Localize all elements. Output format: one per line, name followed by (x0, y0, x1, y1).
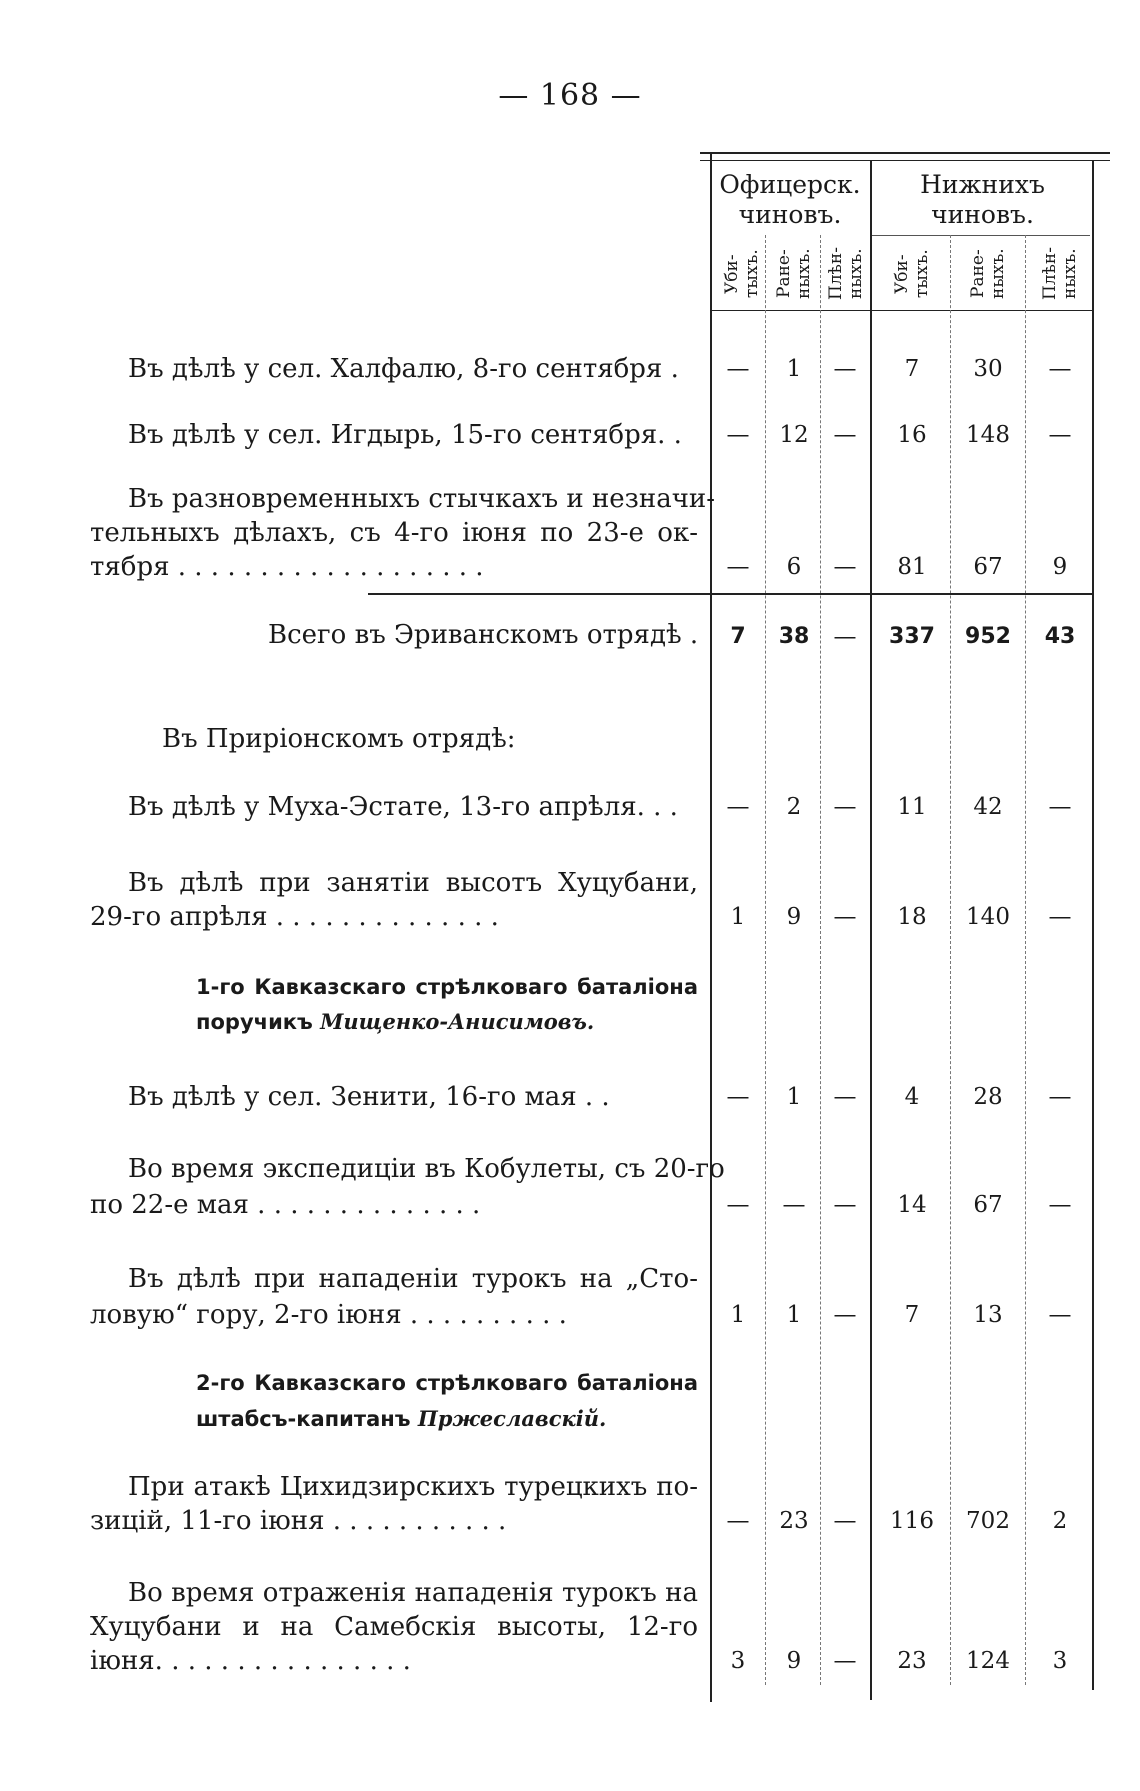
cell-value: 2 (786, 794, 802, 820)
cell-value: 1 (786, 1302, 802, 1328)
cell-value: 140 (966, 904, 1010, 930)
row-label: Въ дѣлѣ у Муха-Эстате, 13-го апрѣля. . . (128, 792, 678, 822)
row-label-line: Во время отраженія нападенія турокъ на (128, 1578, 698, 1608)
table-right-border (1092, 160, 1094, 1690)
row-label-line: Въ разновременныхъ стычкахъ и незначи- (128, 484, 715, 514)
cell-value: — (833, 554, 857, 580)
cell-value: — (1048, 356, 1072, 382)
row-label-line: іюня. . . . . . . . . . . . . . . . (90, 1646, 411, 1676)
cell-value: 2 (1052, 1508, 1068, 1534)
cell-value: — (726, 554, 750, 580)
cell-value: — (726, 1192, 750, 1218)
cell-value: — (1048, 1084, 1072, 1110)
subtotal-rule (368, 593, 1093, 595)
cell-value: — (833, 794, 857, 820)
cell-value: 18 (897, 904, 927, 930)
lower-ranks-header: Нижнихъ чиновъ. (920, 170, 1045, 229)
cell-value: 67 (973, 1192, 1003, 1218)
cell-value: 30 (973, 356, 1003, 382)
cell-value: — (833, 1192, 857, 1218)
cell-value: 7 (904, 1302, 920, 1328)
cell-value: — (1048, 1302, 1072, 1328)
total-value: 43 (1044, 624, 1076, 649)
officers-header: Офицерск. чиновъ. (719, 170, 861, 229)
row-label: Въ дѣлѣ у сел. Халфалю, 8-го сентября . (128, 354, 679, 384)
cell-value: 13 (973, 1302, 1003, 1328)
cell-value: — (833, 422, 857, 448)
sub-killed-officers: Уби-тыхъ. (722, 249, 762, 299)
row-label-line: Въ дѣлѣ при нападеніи турокъ на „Сто- (128, 1264, 698, 1294)
cell-value: — (833, 356, 857, 382)
row-label: Въ дѣлѣ у сел. Зенити, 16-го мая . . (128, 1082, 610, 1112)
section-heading: Въ Приріонскомъ отрядѣ: (162, 724, 516, 754)
cell-value: 81 (897, 554, 927, 580)
cell-value: 42 (973, 794, 1003, 820)
cell-value: — (833, 1648, 857, 1674)
row-label-line: Хуцубани и на Самебскія высоты, 12-го (90, 1612, 698, 1642)
table-left-border (710, 152, 712, 1702)
cell-value: 9 (786, 1648, 802, 1674)
cell-value: 16 (897, 422, 927, 448)
cell-value: 1 (730, 1302, 746, 1328)
col-divider-1 (765, 235, 766, 1685)
sub-killed-ranks: Уби-тыхъ. (892, 249, 932, 299)
cell-value: 1 (786, 1084, 802, 1110)
cell-value: — (1048, 794, 1072, 820)
cell-value: 1 (730, 904, 746, 930)
cell-value: 23 (779, 1508, 809, 1534)
row-label: Въ дѣлѣ у сел. Игдырь, 15-го сентября. . (128, 420, 682, 450)
note-line (196, 1402, 606, 1436)
sub-captured-officers: Плѣн-ныхъ. (826, 247, 866, 301)
row-label-line: 29-го апрѣля . . . . . . . . . . . . . . (90, 902, 499, 932)
cell-value: — (1048, 904, 1072, 930)
row-label-line: тября . . . . . . . . . . . . . . . . . . . (90, 552, 484, 582)
group-divider (870, 160, 872, 1700)
cell-value: — (833, 1302, 857, 1328)
row-label-line: Въ дѣлѣ при занятіи высотъ Хуцубани, (128, 868, 698, 898)
cell-value: 4 (904, 1084, 920, 1110)
cell-value: — (833, 1084, 857, 1110)
cell-value: 3 (730, 1648, 746, 1674)
note-line: 1-го Кавказскаго стрѣлковаго баталіона (196, 975, 698, 999)
cell-value: 6 (786, 554, 802, 580)
cell-value: — (726, 794, 750, 820)
total-value: 952 (965, 624, 1011, 649)
cell-value: — (833, 904, 857, 930)
cell-value: 67 (973, 554, 1003, 580)
sub-wounded-officers: Ране-ныхъ. (774, 248, 814, 300)
cell-value: — (1048, 422, 1072, 448)
col-divider-4 (950, 235, 951, 1685)
cell-value: 1 (786, 356, 802, 382)
cell-value: — (1048, 1192, 1072, 1218)
cell-value: 11 (897, 794, 927, 820)
col-divider-2 (820, 235, 821, 1685)
cell-value: 23 (897, 1648, 927, 1674)
total-value: 38 (778, 624, 810, 649)
cell-value: 3 (1052, 1648, 1068, 1674)
cell-value: 9 (786, 904, 802, 930)
sub-captured-ranks: Плѣн-ныхъ. (1040, 247, 1080, 301)
total-value: 7 (730, 624, 746, 649)
header-sub-rule (870, 235, 1090, 236)
cell-value: — (726, 1084, 750, 1110)
note-officer-name: Мищенко-Анисимовъ. (320, 1009, 595, 1034)
cell-value: 12 (779, 422, 809, 448)
note-officer-name: Пржеславскій. (417, 1406, 607, 1431)
table-top-rule-2 (700, 160, 1110, 161)
row-label-line: по 22-е мая . . . . . . . . . . . . . . (90, 1190, 481, 1220)
row-label-line: тельныхъ дѣлахъ, съ 4-го іюня по 23-е ок- (90, 518, 698, 548)
cell-value: 28 (973, 1084, 1003, 1110)
row-label-line: ловую“ гору, 2-го іюня . . . . . . . . . . (90, 1300, 567, 1330)
note-line: 2-го Кавказскаго стрѣлковаго баталіона (196, 1371, 698, 1395)
table-top-rule (700, 152, 1110, 154)
note-rank: поручикъ (196, 1010, 313, 1034)
row-label-line: зицій, 11-го іюня . . . . . . . . . . . (90, 1506, 507, 1536)
cell-value: 702 (966, 1508, 1010, 1534)
total-value: — (833, 624, 857, 650)
page-number: — 168 — (498, 78, 642, 113)
cell-value: 14 (897, 1192, 927, 1218)
total-value: 337 (889, 624, 935, 649)
cell-value: — (833, 1508, 857, 1534)
cell-value: 124 (966, 1648, 1010, 1674)
sub-wounded-ranks: Ране-ныхъ. (968, 248, 1008, 300)
cell-value: — (782, 1192, 806, 1218)
cell-value: — (726, 1508, 750, 1534)
note-line (196, 1005, 594, 1039)
cell-value: — (726, 422, 750, 448)
row-label-line: При атакѣ Цихидзирскихъ турецкихъ по- (128, 1472, 698, 1502)
header-bottom-rule (712, 310, 1092, 311)
cell-value: 9 (1052, 554, 1068, 580)
cell-value: 148 (966, 422, 1010, 448)
total-label: Всего въ Эриванскомъ отрядѣ . (268, 620, 699, 650)
col-divider-5 (1025, 235, 1026, 1685)
note-rank: штабсъ-капитанъ (196, 1407, 411, 1431)
cell-value: 7 (904, 356, 920, 382)
row-label-line: Во время экспедиціи въ Кобулеты, съ 20-го (128, 1154, 725, 1184)
cell-value: — (726, 356, 750, 382)
cell-value: 116 (890, 1508, 934, 1534)
